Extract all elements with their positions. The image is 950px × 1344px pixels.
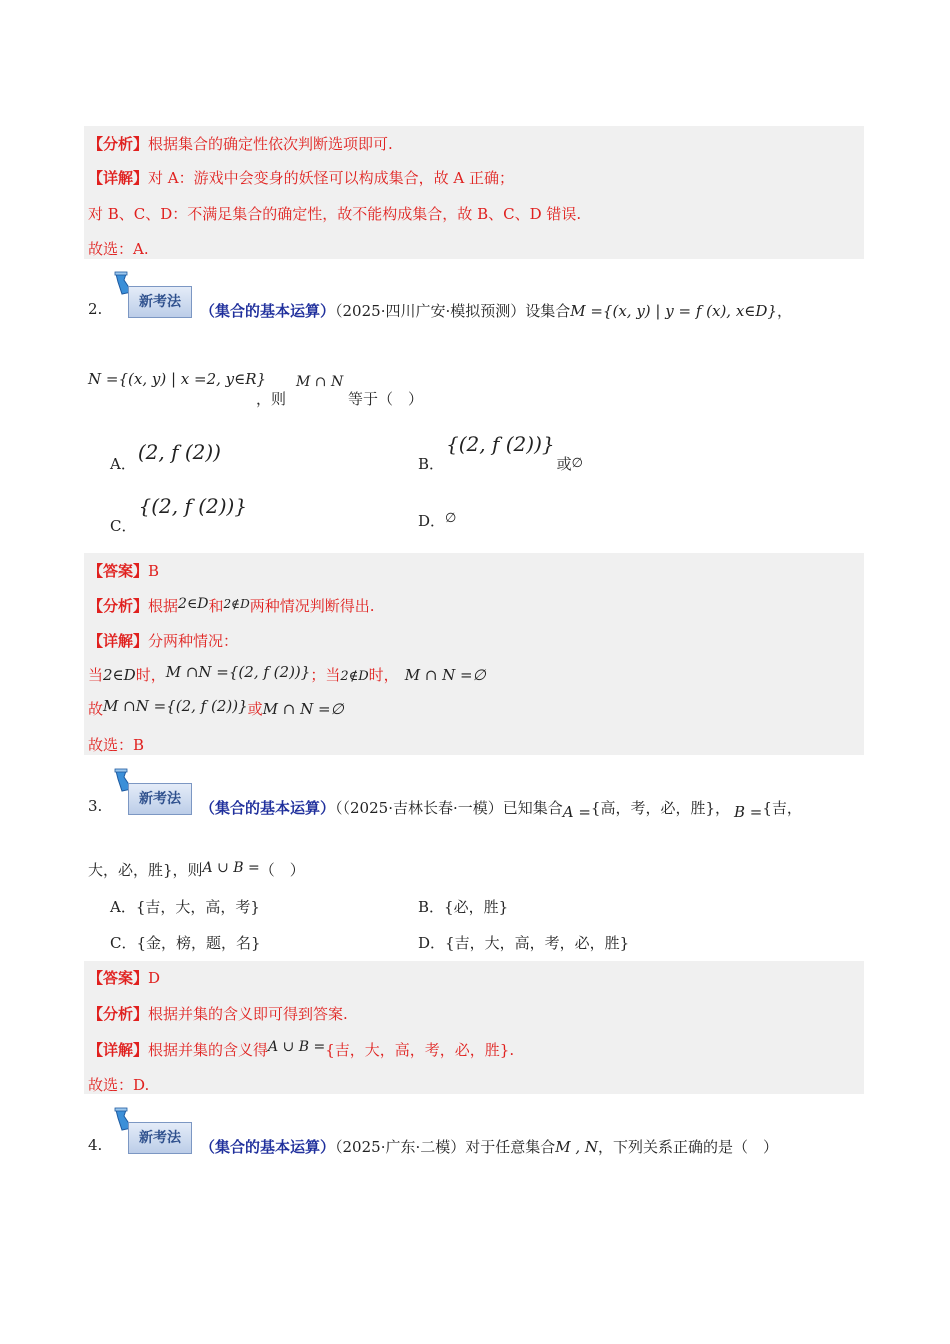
case1-result: M ∩N ={(2, f (2))} <box>165 663 311 681</box>
analysis-post: 两种情况判断得出. <box>249 597 375 615</box>
q2-then: ，则 <box>256 390 287 408</box>
option-label: B． <box>418 455 445 473</box>
q4-stem-line-1 <box>200 1136 778 1157</box>
q3-B-lhs: B = <box>734 803 763 821</box>
analysis-text: 根据集合的确定性依次判断选项即可. <box>148 135 393 153</box>
case2-result: M ∩ N =∅ <box>404 666 486 684</box>
analysis-label: 【分析】 <box>88 1005 149 1023</box>
q4-source: （2025·广东·二模）对于任意集合 <box>335 1138 556 1156</box>
q2-MN: M ∩ N <box>296 374 344 390</box>
q3-stem-line-2 <box>88 859 305 880</box>
q3-analysis-line <box>88 1003 348 1024</box>
q4-sets: M , N <box>555 1138 599 1156</box>
q2-equals: 等于（ ） <box>348 390 424 408</box>
q3-topic: （集合的基本运算） <box>200 799 336 817</box>
q3-detail-line <box>88 1039 514 1060</box>
analysis-cond-1: 2∈D <box>178 596 209 612</box>
empty-set: ∅ <box>445 511 457 526</box>
q3-AuB: A ∪ B = <box>202 860 260 876</box>
q2-N-set: N ={(x, y) | x =2, y∈R} <box>88 370 267 388</box>
q3-A-set: {高，考，必，胜}， <box>590 799 730 817</box>
option-suffix: 或 <box>556 455 572 473</box>
detail-label: 【详解】 <box>88 1041 149 1059</box>
option-value: {(2, f (2))} <box>138 494 248 518</box>
conclusion-result: M ∩N ={(2, f (2))} <box>103 697 248 715</box>
detail-expr: A ∪ B = <box>268 1039 326 1055</box>
q3-solution-block <box>84 961 864 1094</box>
q3-choice: 故选：D. <box>88 1076 150 1094</box>
analysis-label: 【分析】 <box>88 597 149 615</box>
q1-choice: 故选：A. <box>88 240 149 258</box>
answer-label: 【答案】 <box>88 969 149 987</box>
analysis-text: 根据并集的含义即可得到答案. <box>148 1005 348 1023</box>
q2-solution-block <box>84 553 864 755</box>
q3-line2: 大，必，胜}，则 <box>88 861 203 879</box>
analysis-pre: 根据 <box>148 597 179 615</box>
q1-detail-line <box>88 167 514 188</box>
conclusion-result-2: M ∩ N =∅ <box>262 700 344 718</box>
q3-B-set-start: {吉， <box>762 799 802 817</box>
q2-option-A[interactable] <box>110 440 221 473</box>
q3-option-C[interactable]: C．{金，榜，题，名} <box>110 934 261 952</box>
q2-answer-line <box>88 560 159 581</box>
q2-conclusion-line <box>88 698 344 719</box>
q4-number: 4. <box>88 1136 103 1154</box>
new-exam-badge: 新考法 <box>128 286 192 318</box>
q2-choice: 故选：B <box>88 736 145 754</box>
detail-label: 【详解】 <box>88 169 149 187</box>
q2-analysis-line <box>88 595 374 616</box>
detail-text: 分两种情况： <box>148 632 239 650</box>
q3-number: 3. <box>88 797 103 815</box>
case1-when: 时， <box>135 666 166 684</box>
conclusion-or: 或 <box>247 700 263 718</box>
detail-post: {吉，大，高，考，必，胜}. <box>325 1041 515 1059</box>
q3-option-B[interactable]: B．{必，胜} <box>418 898 509 916</box>
q2-comma: ， <box>776 302 792 320</box>
answer-value: D <box>148 969 161 987</box>
q2-case-line <box>88 663 486 685</box>
detail-label: 【详解】 <box>88 632 149 650</box>
q2-option-D[interactable] <box>418 510 456 531</box>
analysis-label: 【分析】 <box>88 135 149 153</box>
case-separator: ；当 <box>310 666 341 684</box>
q2-option-C[interactable] <box>110 494 248 535</box>
q2-M-set: M ={(x, y) | y = f (x), x∈D} <box>570 302 777 320</box>
option-label: A． <box>110 455 136 473</box>
q2-topic: （集合的基本运算） <box>200 302 336 320</box>
detail-text: 对 A：游戏中会变身的妖怪可以构成集合，故 A 正确； <box>148 169 514 187</box>
q2-option-B[interactable] <box>418 432 583 473</box>
option-label: C． <box>110 517 137 535</box>
q2-source: （2025·四川广安·模拟预测）设集合 <box>335 302 571 320</box>
case2-cond: 2∉D <box>340 669 369 684</box>
q1-analysis-line <box>88 133 393 154</box>
option-value: (2, f (2)) <box>137 440 221 464</box>
q3-source: （（2025·吉林长春·一模）已知集合 <box>335 799 563 817</box>
answer-label: 【答案】 <box>88 562 149 580</box>
case-pre: 当 <box>88 666 104 684</box>
analysis-and: 和 <box>208 597 224 615</box>
q2-stem-line-1 <box>200 300 792 321</box>
q3-A-lhs: A = <box>562 803 591 821</box>
q1-detail-line-2: 对 B、C、D：不满足集合的确定性，故不能构成集合，故 B、C、D 错误. <box>88 205 582 223</box>
q2-number: 2. <box>88 300 103 318</box>
q4-topic: （集合的基本运算） <box>200 1138 336 1156</box>
option-value: {(2, f (2))} <box>446 432 555 456</box>
conclusion-pre: 故 <box>88 700 104 718</box>
empty-set: ∅ <box>571 456 583 471</box>
q3-answer-line <box>88 967 160 988</box>
new-exam-badge: 新考法 <box>128 1122 192 1154</box>
q3-paren: （ ） <box>259 861 305 879</box>
analysis-cond-2: 2∉D <box>223 597 250 611</box>
q3-stem-line-1 <box>200 797 802 821</box>
q3-option-A[interactable]: A．{吉，大，高，考} <box>110 898 260 916</box>
case1-cond: 2∈D <box>103 666 136 684</box>
detail-pre: 根据并集的含义得 <box>148 1041 269 1059</box>
q3-option-D[interactable]: D．{吉，大，高，考，必，胜} <box>418 934 630 952</box>
case2-when: 时， <box>368 666 399 684</box>
answer-value: B <box>148 562 160 580</box>
q2-detail-line <box>88 630 238 651</box>
new-exam-badge: 新考法 <box>128 783 192 815</box>
q4-rest: ，下列关系正确的是（ ） <box>598 1138 779 1156</box>
option-label: D． <box>418 512 446 530</box>
